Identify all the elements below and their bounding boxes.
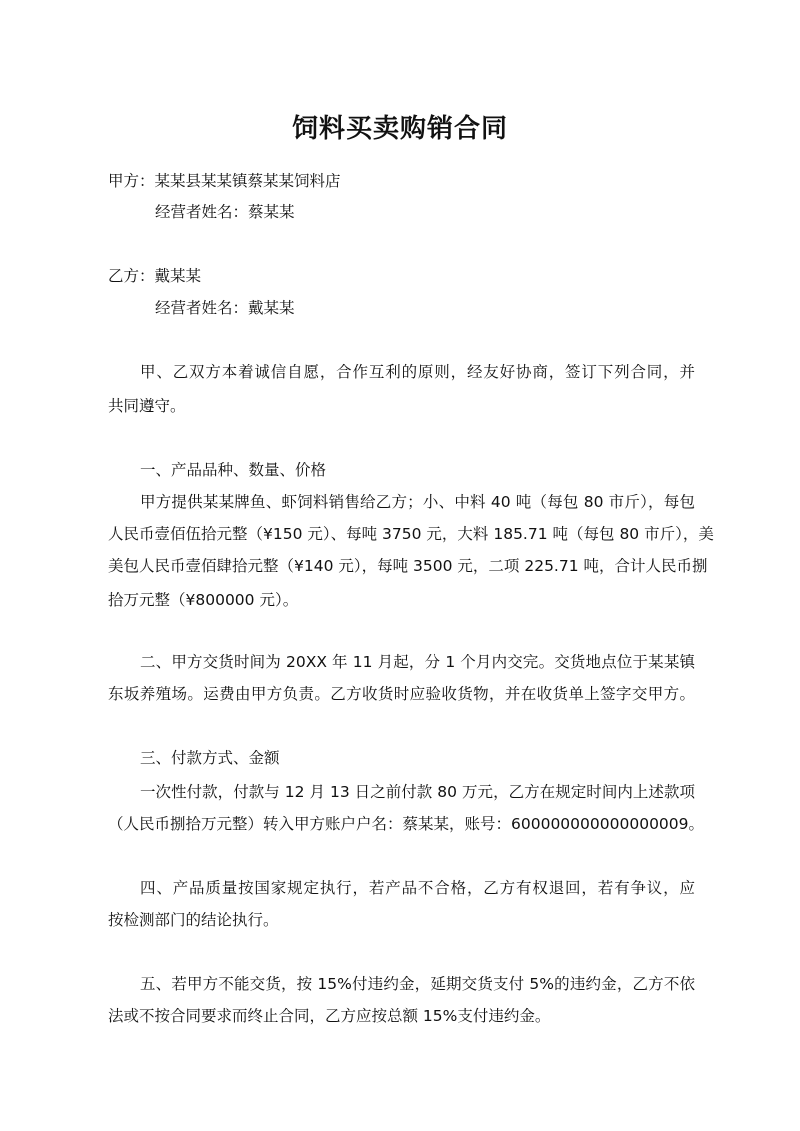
party-a-operator: 经营者姓名：蔡某某 — [155, 203, 295, 221]
section-4-line-2: 按检测部门的结论执行。 — [108, 911, 279, 929]
section-5-line-2: 法或不按合同要求而终止合同，乙方应按总额 15%支付违约金。 — [108, 1007, 551, 1025]
preamble-line-1: 甲、乙双方本着诚信自愿，合作互利的原则，经友好协商，签订下列合同，并 — [140, 363, 695, 381]
section-3-line-1: 一次性付款，付款与 12 月 13 日之前付款 80 万元，乙方在规定时间内上述款项 — [140, 783, 695, 801]
section-1-line-3: 美包人民币壹佰肆拾元整（¥140 元），每吨 3500 元，二项 225.71 吨，合计人民币捌 — [108, 557, 708, 575]
preamble-line-2: 共同遵守。 — [108, 397, 186, 415]
section-4-line-1: 四、产品质量按国家规定执行，若产品不合格，乙方有权退回，若有争议，应 — [140, 879, 695, 897]
party-a-line: 甲方：某某县某某镇蔡某某饲料店 — [108, 172, 341, 190]
party-b-line: 乙方：戴某某 — [108, 267, 202, 285]
party-b-operator: 经营者姓名：戴某某 — [155, 299, 295, 317]
section-1-line-1: 甲方提供某某牌鱼、虾饲料销售给乙方；小、中料 40 吨（每包 80 市斤），每包 — [140, 493, 695, 511]
document-title: 饲料买卖购销合同 — [291, 114, 508, 144]
section-2-line-2: 东坂养殖场。运费由甲方负责。乙方收货时应验收货物，并在收货单上签字交甲方。 — [108, 685, 695, 703]
section-1-line-4: 拾万元整（¥800000 元）。 — [108, 591, 299, 609]
section-1-heading: 一、产品品种、数量、价格 — [140, 461, 327, 479]
section-3-heading: 三、付款方式、金额 — [140, 749, 280, 767]
section-2-line-1: 二、甲方交货时间为 20XX 年 11 月起，分 1 个月内交完。交货地点位于某某镇 — [140, 653, 695, 671]
section-1-line-2: 人民币壹佰伍拾元整（¥150 元）、每吨 3750 元，大料 185.71 吨（每包 80 市斤），美 — [108, 525, 714, 543]
section-3-line-2: （人民币捌拾万元整）转入甲方账户户名：蔡某某，账号：600000000000000009。 — [108, 815, 705, 833]
section-5-line-1: 五、若甲方不能交货，按 15%付违约金，延期交货支付 5%的违约金，乙方不依 — [140, 975, 695, 993]
